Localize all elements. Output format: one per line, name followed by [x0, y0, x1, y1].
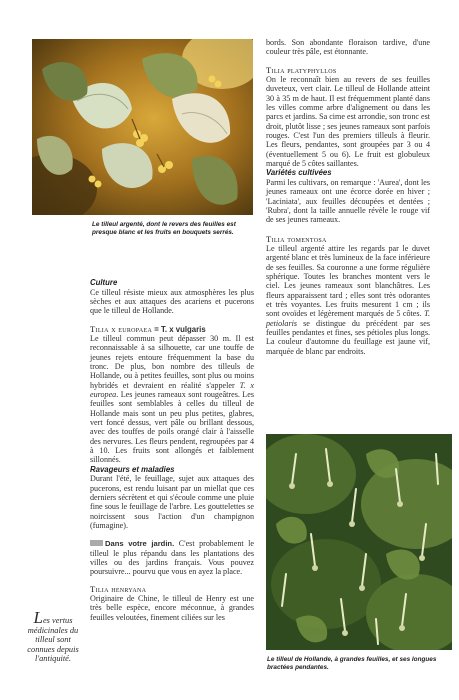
tomentosa-paragraph: [266, 244, 430, 356]
side-note-drop-letter: L: [33, 608, 43, 627]
europaea-text-b: . Les jeunes rameaux sont rougeâtres. Les feuilles sont semblables à celles du tilleul de Hollande mais sont un peu plus petites, glabres, vert foncé dessus, vert pâle ou brillant dessous, avec des touffes de poils orangé clair à l'aisselle des nervures. Les fleurs pendent, regroupées par 4 à 10. Les fruits sont allongés et faiblement sillonnés.: [90, 389, 254, 465]
platyphyllos-title-name: Tilia platyphyllos: [266, 64, 337, 75]
bottom-photo-caption: Le tilleul de Hollande, à grandes feuilles, et ses longues bractées pendantes.: [267, 656, 437, 671]
garden-text: C'est probablement le tilleul le plus répandu dans les plantations des villes ou des jardins français. Vous pouvez poursuivre... pourvu que vous en ayez la place.: [90, 539, 254, 577]
europaea-title-synonym: T. x vulgaris: [161, 324, 206, 334]
henryana-continuation: bords. Son abondante floraison tardive, d'une couleur très pâle, est étonnante.: [266, 38, 430, 57]
side-note-text: es vertus médicinales du tilleul sont connues depuis l'antiquité.: [27, 616, 79, 664]
garden-lead: Dans votre jardin.: [105, 539, 175, 549]
dutch-lime-illustration: [266, 434, 452, 650]
europaea-text-a: Le tilleul commun peut dépasser 30 m. Il est reconnaissable à sa silhouette, car une touffe de jeunes rejets entoure fréquemment la base du tronc. De plus, bon nombre des tilleuls de Hollande, ou à petites feuilles, sont plus ou moins hybridés et devraient en réalité s'appeler: [90, 333, 254, 390]
europaea-italic-name: T. x europea: [90, 380, 255, 399]
tomentosa-text-b: se distingue du précédent par ses feuilles pendantes et fines, ses pétioles plus longs. La couleur d'automne du feuillage est jaune vif, marquée de blanc par endroits.: [266, 318, 430, 356]
cultivars-heading: Variétés cultivées: [266, 168, 332, 178]
tomentosa-italic-name: T. petiolaris: [266, 309, 430, 328]
left-column: [90, 278, 254, 622]
silver-lime-illustration: [32, 39, 253, 215]
europaea-title-name: Tilia x europaea: [90, 323, 153, 334]
garden-paragraph: [90, 539, 254, 576]
europaea-title-equals: =: [152, 324, 162, 334]
henryana-title: [90, 585, 254, 594]
section-marker-bar: [90, 540, 103, 546]
europaea-paragraph: [90, 334, 254, 465]
culture-paragraph: Ce tilleul résiste mieux aux atmosphères les plus sèches et aux attaques des acariens et pucerons que le tilleul de Hollande.: [90, 287, 254, 316]
platyphyllos-title: [266, 66, 430, 75]
europaea-title: [90, 325, 254, 334]
side-note: [24, 608, 82, 664]
culture-heading: Culture: [90, 278, 118, 287]
henryana-title-name: Tilia henryana: [90, 583, 147, 594]
platyphyllos-paragraph: On le reconnaît bien au revers de ses feuilles duveteux, vert clair. Le tilleul de Hollande atteint 30 à 35 m de haut. Il est fréquemment planté dans les villes comme arbre d'alignement ou dans les parcs et jardins. Sa cime est arrondie, son tronc est droit, plutôt lisse ; ses jeunes rameaux sont parfois rouges. C'est l'un des premiers tilleuls à fleurir. Les fleurs, pendantes, sont groupées par 3 ou 4 (éventuellement 5 ou 6). Le fruit est globuleux marqué de 5 côtes saillantes.: [266, 75, 430, 169]
silver-lime-photo: [32, 39, 253, 215]
tomentosa-title-name: Tilia tomentosa: [266, 233, 327, 244]
pests-paragraph: Durant l'été, le feuillage, sujet aux attaques des pucerons, est rendu luisant par un miellat que ces derniers sécrètent et qui s'écoule comme une pluie fine sous le feuillage de l'arbre. Les gouttelettes se noircissent sous l'action d'un champignon (fumagine).: [90, 474, 254, 530]
tomentosa-text-a: Le tilleul argenté attire les regards par le duvet argenté blanc et très lumineux de la face inférieure de ses feuilles. Sa couronne a une forme régulière sphérique. Toutes les branches montent vers le ciel. Les jeunes rameaux sont blanchâtres. Les fleurs apparaissent tard ; elles sont très odorantes et très voyantes. Les fruits mesurent 1 cm ; ils sont ovoïdes et légèrement marqués de 5 côtes.: [266, 244, 430, 319]
dutch-lime-photo: [266, 434, 452, 650]
tomentosa-title: [266, 235, 430, 244]
right-column: [266, 38, 430, 356]
henryana-paragraph: Originaire de Chine, le tilleul de Henry est une très belle espèce, encore méconnue, à grandes feuilles veloutées, finement ciliées sur les: [90, 593, 254, 622]
pests-heading: Ravageurs et maladies: [90, 464, 175, 474]
top-photo-caption: Le tilleul argenté, dont le revers des feuilles est presque blanc et les fruits en bouquets serrés.: [92, 221, 236, 236]
cultivars-paragraph: Parmi les cultivars, on remarque : 'Aurea', dont les jeunes rameaux ont une écorce dorée en hiver ; 'Laciniata', aux feuilles découpées et dentées ; 'Rubra', dont la taille annuelle révèle le rouge vif de ses jeunes rameaux.: [266, 177, 430, 225]
